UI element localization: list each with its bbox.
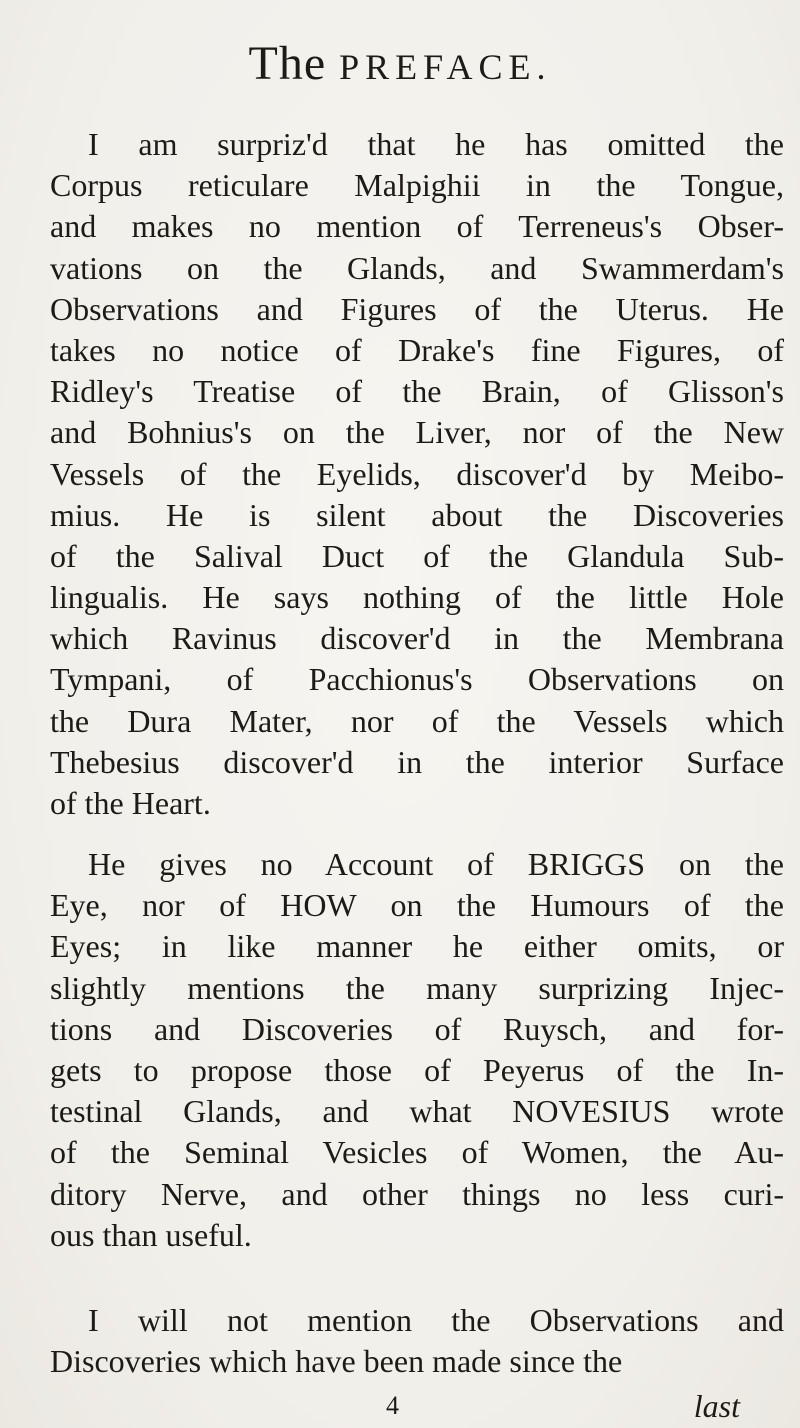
text-line: gets to propose those of Peyerus of the In-	[50, 1051, 784, 1088]
running-head	[0, 37, 800, 90]
text-line: Tympani, of Pacchionus's Observations on	[50, 661, 784, 698]
text-line: I will not mention the Observations and	[88, 1302, 784, 1338]
running-head-rest: PREFACE.	[339, 47, 552, 87]
text-line: slightly mentions the many surprizing Injec-	[50, 969, 784, 1006]
text-line: of the Salival Duct of the Glandula Sub-	[50, 537, 784, 574]
text-line: Thebesius discover'd in the interior Surface	[50, 743, 784, 780]
text-line: Corpus reticulare Malpighii in the Tongue,	[50, 167, 784, 204]
text-line: testinal Glands, and what NOVESIUS wrote	[50, 1093, 784, 1130]
text-line: of the Heart.	[50, 785, 211, 821]
paragraph-3	[50, 1300, 784, 1382]
text-line: which Ravinus discover'd in the Membrana	[50, 620, 784, 657]
text-line: Eye, nor of HOW on the Humours of the	[50, 887, 784, 924]
catchword: last	[693, 1388, 740, 1424]
text-line: Discoveries which have been made since the	[50, 1343, 623, 1380]
text-line: and Bohnius's on the Liver, nor of the New	[50, 414, 784, 451]
text-line: ditory Nerve, and other things no less curi-	[50, 1175, 784, 1212]
text-line: and makes no mention of Terreneus's Obser-	[50, 208, 784, 245]
text-line: Eyes; in like manner he either omits, or	[50, 928, 784, 965]
text-line: of the Seminal Vesicles of Women, the Au-	[50, 1134, 784, 1171]
text-line: Vessels of the Eyelids, discover'd by Meibo-	[50, 455, 784, 492]
text-line: Observations and Figures of the Uterus. He	[50, 290, 784, 327]
text-line: He gives no Account of BRIGGS on the	[88, 846, 784, 882]
page-footer	[50, 1388, 780, 1424]
text-line: takes no notice of Drake's fine Figures, of	[50, 331, 784, 368]
running-head-first: The	[248, 37, 327, 90]
text-line: I am surpriz'd that he has omitted the	[88, 126, 784, 162]
text-line: mius. He is silent about the Discoveries	[50, 496, 784, 533]
signature-mark: 4	[386, 1391, 399, 1420]
text-line: the Dura Mater, nor of the Vessels which	[50, 702, 784, 739]
text-line: tions and Discoveries of Ruysch, and for-	[50, 1010, 784, 1047]
paragraph-2	[50, 844, 784, 1256]
text-line: lingualis. He says nothing of the little Hole	[50, 579, 784, 616]
paragraph-1	[50, 124, 784, 824]
text-line: Ridley's Treatise of the Brain, of Glisson's	[50, 373, 784, 410]
text-line: ous than useful.	[50, 1216, 252, 1253]
text-line: vations on the Glands, and Swammerdam's	[50, 249, 784, 286]
